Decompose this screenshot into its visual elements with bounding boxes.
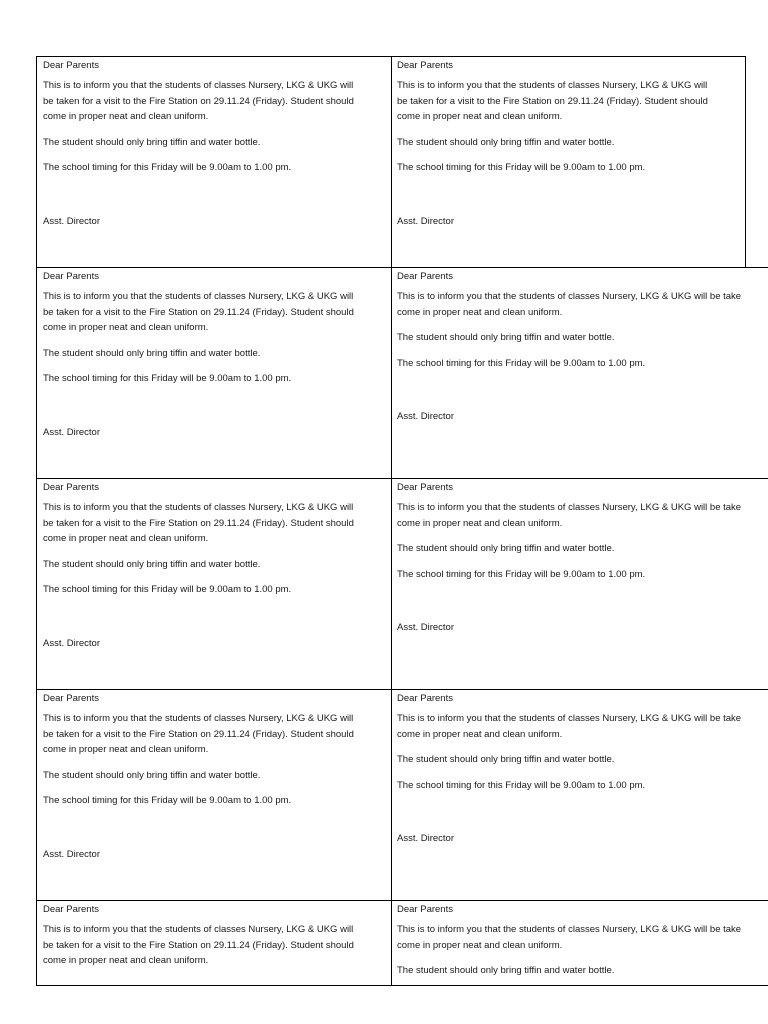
greeting: Dear Parents [397,271,453,282]
notice-paragraph: This is to inform you that the students of classes Nursery, LKG & UKG will be taken for a visit to the Fire Station on 29.11.24 (Friday). Student should come in proper neat and clean uniform. [43,502,354,545]
greeting: Dear Parents [43,271,99,282]
items-paragraph: The student should only bring tiffin and water bottle. [43,769,261,781]
notice-paragraph: This is to inform you that the students of classes Nursery, LKG & UKG will be take come in proper neat and clean uniform. [397,502,742,529]
greeting: Dear Parents [397,693,453,704]
signature: Asst. Director [397,411,455,422]
items-paragraph: The student should only bring tiffin and water bottle. [43,347,261,359]
notice-card [392,689,768,900]
notice-paragraph: This is to inform you that the students of classes Nursery, LKG & UKG will be taken for a visit to the Fire Station on 29.11.24 (Friday). Student should come in proper neat and clean uniform. [397,80,708,123]
notice-paragraph: This is to inform you that the students of classes Nursery, LKG & UKG will be taken for a visit to the Fire Station on 29.11.24 (Friday). Student should come in proper neat and clean uniform. [43,291,354,334]
signature: Asst. Director [397,216,455,227]
signature: Asst. Director [43,849,101,860]
notice-card [392,267,768,478]
timing-paragraph: The school timing for this Friday will be 9.00am to 1.00 pm. [43,584,292,596]
items-paragraph: The student should only bring tiffin and water bottle. [43,558,261,570]
cell-edge [744,56,768,267]
signature: Asst. Director [43,427,101,438]
greeting: Dear Parents [43,482,99,493]
greeting: Dear Parents [397,482,453,493]
notice-card [392,56,746,267]
items-paragraph: The student should only bring tiffin and water bottle. [397,965,615,977]
signature: Asst. Director [43,638,101,649]
items-paragraph: The student should only bring tiffin and water bottle. [43,136,261,148]
greeting: Dear Parents [43,693,99,704]
timing-paragraph: The school timing for this Friday will be 9.00am to 1.00 pm. [397,162,646,174]
timing-paragraph: The school timing for this Friday will be 9.00am to 1.00 pm. [397,568,646,580]
signature: Asst. Director [43,216,101,227]
timing-paragraph: The school timing for this Friday will be 9.00am to 1.00 pm. [43,162,292,174]
notice-card [36,267,392,478]
timing-paragraph: The school timing for this Friday will be 9.00am to 1.00 pm. [397,357,646,369]
notice-card [36,900,392,986]
notice-card [36,689,392,900]
notice-paragraph: This is to inform you that the students of classes Nursery, LKG & UKG will be take come in proper neat and clean uniform. [397,924,742,951]
items-paragraph: The student should only bring tiffin and water bottle. [397,543,615,555]
notice-paragraph: This is to inform you that the students of classes Nursery, LKG & UKG will be taken for a visit to the Fire Station on 29.11.24 (Friday). Student should come in proper neat and clean uniform. [43,80,354,123]
notice-card [392,478,768,689]
timing-paragraph: The school timing for this Friday will be 9.00am to 1.00 pm. [43,795,292,807]
greeting: Dear Parents [397,60,453,71]
timing-paragraph: The school timing for this Friday will be 9.00am to 1.00 pm. [397,779,646,791]
notice-paragraph: This is to inform you that the students of classes Nursery, LKG & UKG will be take come in proper neat and clean uniform. [397,291,742,318]
greeting: Dear Parents [397,904,453,915]
items-paragraph: The student should only bring tiffin and water bottle. [397,332,615,344]
notice-card [36,478,392,689]
table-bottom-border [36,985,768,986]
notice-card [392,900,768,986]
notice-card [36,56,392,267]
greeting: Dear Parents [43,60,99,71]
notice-paragraph: This is to inform you that the students of classes Nursery, LKG & UKG will be taken for a visit to the Fire Station on 29.11.24 (Friday). Student should come in proper neat and clean uniform. [43,713,354,756]
items-paragraph: The student should only bring tiffin and water bottle. [397,754,615,766]
items-paragraph: The student should only bring tiffin and water bottle. [397,136,615,148]
notice-paragraph: This is to inform you that the students of classes Nursery, LKG & UKG will be take come in proper neat and clean uniform. [397,713,742,740]
signature: Asst. Director [397,622,455,633]
timing-paragraph: The school timing for this Friday will be 9.00am to 1.00 pm. [43,373,292,385]
greeting: Dear Parents [43,904,99,915]
signature: Asst. Director [397,833,455,844]
notice-paragraph: This is to inform you that the students of classes Nursery, LKG & UKG will be taken for a visit to the Fire Station on 29.11.24 (Friday). Student should come in proper neat and clean uniform. [43,924,354,967]
